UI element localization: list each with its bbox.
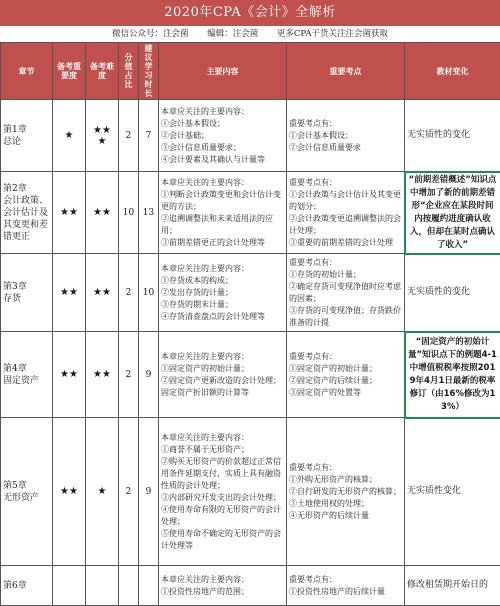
editor-credit: 编辑：注会菌 — [207, 29, 258, 39]
textbook-change-cell: 修改租赁期开始日的 — [405, 566, 500, 606]
point-line: ③土地使用权的处理； — [289, 498, 402, 510]
document-title: 2020年CPA《会计》全解析 — [0, 0, 500, 26]
point-line: ②会计信息质量要求 — [289, 142, 402, 154]
content-line: 本章应关注的主要内容： — [161, 106, 284, 118]
content-line: 本章应关注的主要内容： — [161, 351, 284, 363]
content-line: 本章应关注的主要内容： — [161, 432, 284, 444]
importance-rating — [53, 566, 86, 606]
main-content-cell — [159, 254, 287, 332]
main-content-cell — [159, 566, 287, 606]
content-line: ④存货清查盘点的会计处理等 — [161, 311, 284, 323]
point-line: ③固定资产的处置等 — [289, 387, 402, 399]
textbook-change-cell: “前期差错概述”知识点中增加了新的前期差错形“企业应在某段时间内按履约进度确认收入，但却在某时点确认了收入” — [405, 172, 500, 254]
table-row — [1, 100, 500, 172]
header-hours: 建议学习时长 — [139, 43, 159, 100]
header-importance: 备考重要度 — [53, 43, 86, 100]
content-line: ③前期差错更正的会计处理等 — [161, 237, 284, 249]
chapter-cell — [1, 254, 53, 332]
chapter-cell — [1, 566, 53, 606]
score-share — [119, 566, 139, 606]
point-line: ①外购无形资产的核算； — [289, 474, 402, 486]
cell-line: ★★ — [88, 207, 116, 218]
content-line: ①固定资产的初始计量； — [161, 363, 284, 375]
importance-rating — [53, 332, 86, 418]
textbook-change-cell: 无实质性的变化 — [405, 100, 500, 172]
content-line: ①投资性房地产的范围； — [161, 586, 284, 598]
difficulty-rating — [86, 254, 119, 332]
difficulty-rating — [86, 418, 119, 566]
cell-line: 存货 — [3, 293, 50, 305]
content-line: ③存货的期末计量； — [161, 299, 284, 311]
point-line: ①存货的初始计量； — [289, 269, 402, 281]
content-line: ②固定资产更新改造的会计处理； — [161, 375, 284, 387]
more-info: 更多CPA干货关注注会菌获取 — [277, 29, 388, 39]
table-row — [1, 418, 500, 566]
study-hours: 9 — [139, 418, 159, 566]
content-line: ⑤使用寿命不确定的无形资产的会计处理等 — [161, 528, 284, 552]
difficulty-rating — [86, 332, 119, 418]
textbook-change-cell: 无实质性变化 — [405, 418, 500, 566]
point-line: 重要考点有： — [289, 351, 402, 363]
main-content-cell — [159, 100, 287, 172]
main-content-cell — [159, 332, 287, 418]
point-line: ①会计政策与会计估计及其变更的划分； — [289, 189, 402, 213]
cell-line: ★ — [55, 130, 83, 141]
wechat-account: 微信公众号：注会菌 — [112, 29, 189, 39]
content-line: ③内部研究开发支出的会计处理； — [161, 492, 284, 504]
chapter-cell — [1, 418, 53, 566]
difficulty-rating — [86, 566, 119, 606]
importance-rating — [53, 172, 86, 254]
cell-line: ★★ — [55, 369, 83, 380]
key-points-cell — [287, 254, 405, 332]
content-line: ①商誉不属于无形资产； — [161, 444, 284, 456]
header-row — [1, 43, 500, 100]
cell-line: 第4章 — [3, 363, 50, 375]
content-line: ①存货成本的构成； — [161, 275, 284, 287]
chapter-cell — [1, 332, 53, 418]
point-line: ①投资性房地产的后续计量 — [289, 586, 402, 598]
cell-line: ★★ — [88, 287, 116, 298]
main-content-cell — [159, 418, 287, 566]
cell-line: ★★ — [55, 486, 83, 497]
cell-line: 总论 — [3, 136, 50, 148]
content-line: ②追溯调整法和未来适用法的应用； — [161, 213, 284, 237]
importance-rating — [53, 254, 86, 332]
cell-line: ★ — [88, 486, 116, 497]
cell-line: 固定资产 — [3, 375, 50, 387]
key-points-cell — [287, 172, 405, 254]
study-hours — [139, 566, 159, 606]
difficulty-rating — [86, 100, 119, 172]
cell-line: ★★ — [55, 287, 83, 298]
header-points: 重要考点 — [287, 43, 405, 100]
header-difficulty: 备考难度 — [86, 43, 119, 100]
key-points-cell — [287, 332, 405, 418]
point-line: 重要考点有： — [289, 462, 402, 474]
content-line: ①判断会计政策变更和会计估计变更的方法； — [161, 189, 284, 213]
info-bar — [0, 26, 500, 43]
content-line: 固定资产折旧额的计算等 — [161, 387, 284, 399]
chapter-cell — [1, 100, 53, 172]
textbook-change-cell: “固定资产的初始计量”知识点下的例题4-1中增值税税率按照2019年4月1日最新的税率修订（由16%修改为13%） — [405, 332, 500, 418]
point-line: 重要考点有： — [289, 177, 402, 189]
key-points-cell — [287, 566, 405, 606]
content-line: ②购买无形资产的价款超过正常信用条件延期支付，实质上具有融资性质的会计处理； — [161, 456, 284, 492]
point-line: ①会计基本假设； — [289, 130, 402, 142]
cell-line: 会计政策、会计估计及其变更和差错更正 — [3, 195, 50, 243]
cell-line: 第5章 — [3, 480, 50, 492]
difficulty-rating — [86, 172, 119, 254]
chapter-cell — [1, 172, 53, 254]
cell-line: 无形资产 — [3, 492, 50, 504]
cell-line: ★ — [88, 136, 116, 147]
study-hours: 10 — [139, 254, 159, 332]
importance-rating — [53, 418, 86, 566]
point-line: 重要考点有： — [289, 257, 402, 269]
header-content: 主要内容 — [159, 43, 287, 100]
point-line: ②固定资产的后续计量； — [289, 375, 402, 387]
table-row — [1, 332, 500, 418]
header-chapter: 章节 — [1, 43, 53, 100]
cell-line: ★★ — [55, 207, 83, 218]
cell-line: 第3章 — [3, 281, 50, 293]
point-line: ③存货的可变现净值；存货跌价准备的计提 — [289, 305, 402, 329]
point-line: ④无形资产的后续计量 — [289, 510, 402, 522]
content-line: ④使用寿命有限的无形资产的会计处理； — [161, 504, 284, 528]
point-line: ①固定资产的初始计量； — [289, 363, 402, 375]
point-line: ②会计政策变更追溯调整法的会计处理； — [289, 213, 402, 237]
key-points-cell — [287, 100, 405, 172]
syllabus-table — [0, 42, 500, 606]
main-content-cell — [159, 172, 287, 254]
point-line: 重要考点有： — [289, 118, 402, 130]
study-hours: 7 — [139, 100, 159, 172]
score-share: 2 — [119, 254, 139, 332]
score-share: 2 — [119, 418, 139, 566]
study-hours: 9 — [139, 332, 159, 418]
content-line: ④会计要素及其确认与计量等 — [161, 154, 284, 166]
score-share: 2 — [119, 100, 139, 172]
content-line: 本章应关注的主要内容： — [161, 574, 284, 586]
content-line: ②发出存货的计量； — [161, 287, 284, 299]
score-share: 10 — [119, 172, 139, 254]
cell-line: 第1章 — [3, 124, 50, 136]
cell-line: 第2章 — [3, 183, 50, 195]
content-line: ①会计基本假设； — [161, 118, 284, 130]
point-line: 重要考点有： — [289, 574, 402, 586]
point-line: ②确定存货可变现净值时应考虑的因素； — [289, 281, 402, 305]
study-hours: 13 — [139, 172, 159, 254]
content-line: ③会计信息质量要求； — [161, 142, 284, 154]
table-row — [1, 254, 500, 332]
importance-rating — [53, 100, 86, 172]
table-row — [1, 172, 500, 254]
cell-line: 第6章 — [3, 580, 50, 592]
point-line: ③重要的前期差错的会计处理 — [289, 237, 402, 249]
content-line: ②会计基础； — [161, 130, 284, 142]
header-score: 分值占比 — [119, 43, 139, 100]
header-change: 教材变化 — [405, 43, 500, 100]
content-line: 本章应关注的主要内容： — [161, 177, 284, 189]
textbook-change-cell: 无实质性的变化 — [405, 254, 500, 332]
cell-line: ★★ — [88, 125, 116, 136]
key-points-cell — [287, 418, 405, 566]
point-line: ②自行研发的无形资产的核算； — [289, 486, 402, 498]
table-row — [1, 566, 500, 606]
cell-line: ★★ — [88, 369, 116, 380]
score-share: 2 — [119, 332, 139, 418]
content-line: 本章应关注的主要内容： — [161, 263, 284, 275]
